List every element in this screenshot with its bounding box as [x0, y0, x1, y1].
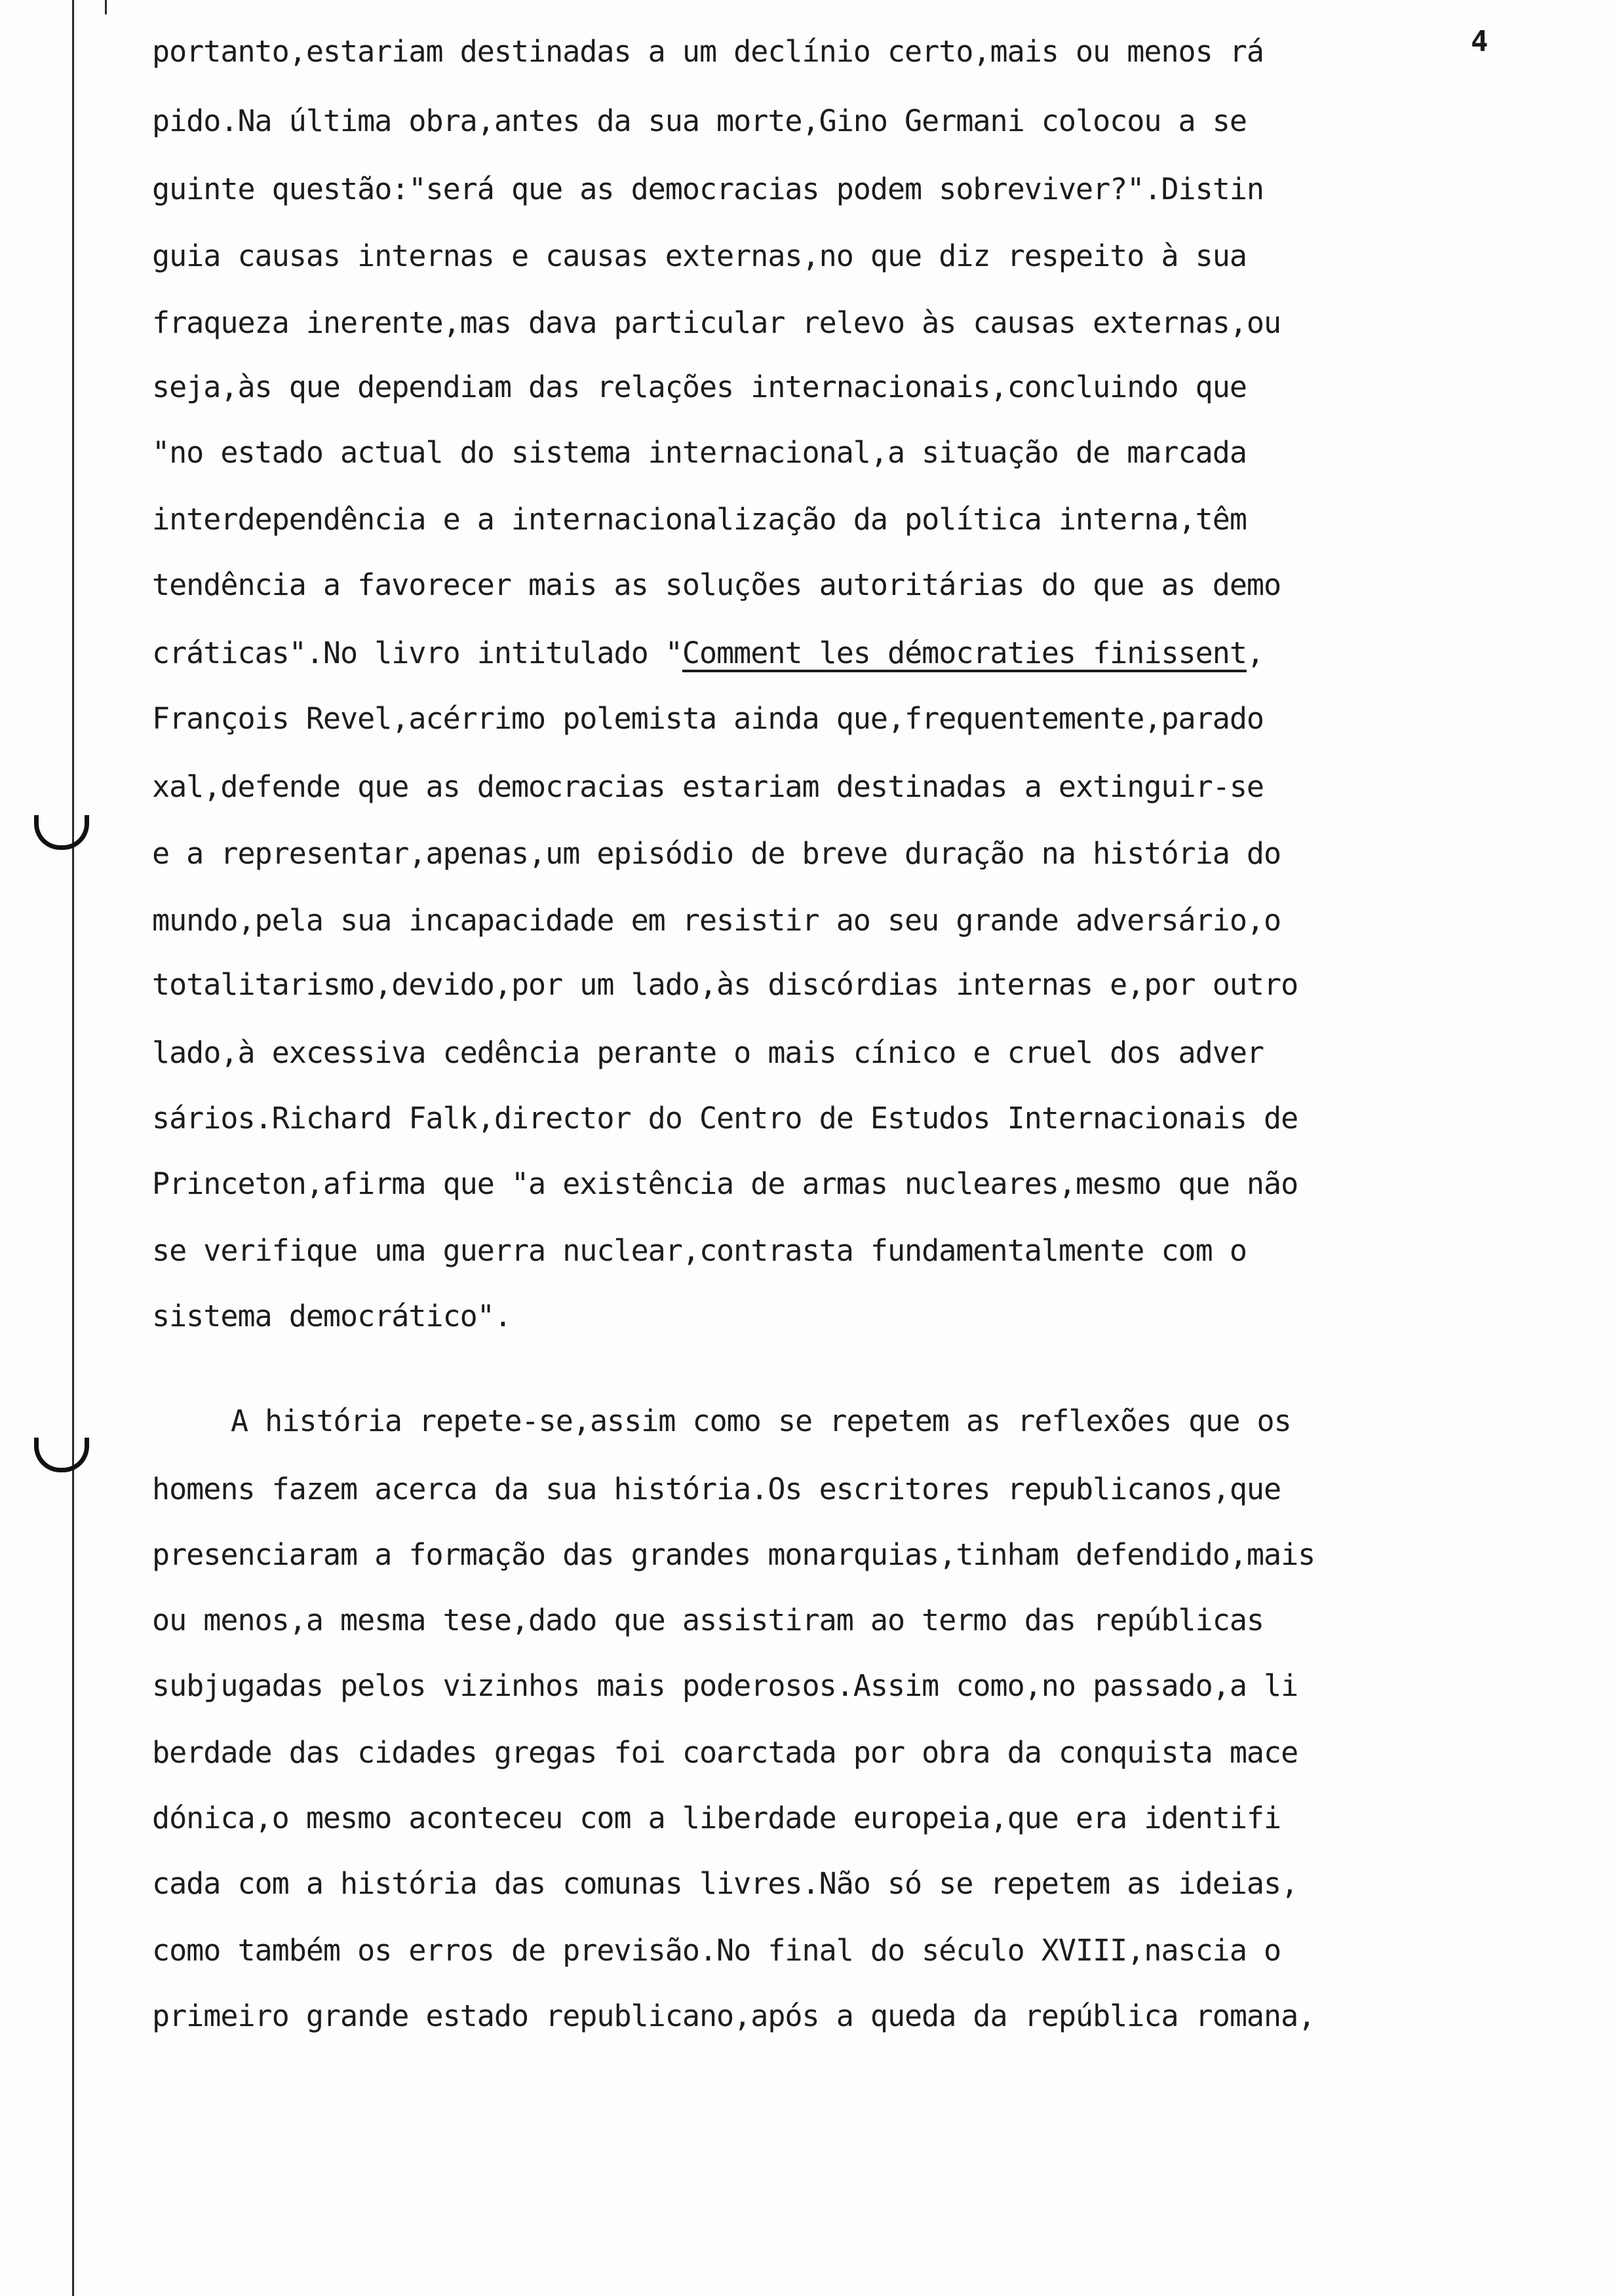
- text-line: François Revel,acérrimo polemista ainda que,frequentemente,parado: [152, 701, 1264, 736]
- text-line: [152, 638, 1264, 668]
- text-line: ou menos,a mesma tese,dado que assistiram ao termo das repúblicas: [152, 1603, 1264, 1637]
- text-line: Princeton,afirma que "a existência de armas nucleares,mesmo que não: [152, 1166, 1298, 1201]
- text-line: sistema democrático".: [152, 1299, 511, 1333]
- page-number: 4: [1471, 25, 1489, 58]
- text-line: se verifique uma guerra nuclear,contrasta fundamentalmente com o: [152, 1233, 1247, 1268]
- margin-rule: [72, 0, 74, 2296]
- text-line: guia causas internas e causas externas,no que diz respeito à sua: [152, 239, 1247, 273]
- text-segment: ,: [1246, 636, 1264, 670]
- text-line: e a representar,apenas,um episódio de breve duração na história do: [152, 836, 1281, 871]
- text-line: lado,à excessiva cedência perante o mais cínico e cruel dos adver: [152, 1035, 1264, 1070]
- text-line: primeiro grande estado republicano,após a queda da república romana,: [152, 1999, 1315, 2033]
- text-line: tendência a favorecer mais as soluções autoritárias do que as demo: [152, 567, 1281, 602]
- text-line: sários.Richard Falk,director do Centro de Estudos Internacionais de: [152, 1101, 1298, 1136]
- text-line: cada com a história das comunas livres.Não só se repetem as ideias,: [152, 1866, 1298, 1901]
- binding-hole-mark: [34, 1438, 89, 1472]
- margin-tick: [105, 0, 107, 14]
- text-line: interdependência e a internacionalização da política interna,têm: [152, 502, 1247, 537]
- text-line: guinte questão:"será que as democracias podem sobreviver?".Distin: [152, 172, 1264, 206]
- text-line: totalitarismo,devido,por um lado,às discórdias internas e,por outro: [152, 967, 1298, 1002]
- text-line: berdade das cidades gregas foi coarctada por obra da conquista mace: [152, 1735, 1298, 1770]
- text-line: A história repete-se,assim como se repetem as reflexões que os: [231, 1404, 1291, 1438]
- text-line: como também os erros de previsão.No final do século XVIII,nascia o: [152, 1933, 1281, 1968]
- text-line: pido.Na última obra,antes da sua morte,Gino Germani colocou a se: [152, 104, 1247, 138]
- text-line: xal,defende que as democracias estariam destinadas a extinguir-se: [152, 769, 1264, 804]
- text-line: seja,às que dependiam das relações internacionais,concluindo que: [152, 370, 1247, 404]
- text-line: subjugadas pelos vizinhos mais poderosos.Assim como,no passado,a li: [152, 1668, 1298, 1703]
- text-line: fraqueza inerente,mas dava particular relevo às causas externas,ou: [152, 305, 1281, 340]
- text-line: dónica,o mesmo aconteceu com a liberdade europeia,que era identifi: [152, 1801, 1281, 1835]
- text-line: homens fazem acerca da sua história.Os escritores republicanos,que: [152, 1472, 1281, 1506]
- book-title: Comment les démocraties finissent: [682, 636, 1247, 670]
- text-line: presenciaram a formação das grandes monarquias,tinham defendido,mais: [152, 1537, 1315, 1572]
- binding-hole-mark: [34, 815, 89, 850]
- text-line: mundo,pela sua incapacidade em resistir ao seu grande adversário,o: [152, 903, 1281, 938]
- text-segment: cráticas".No livro intitulado ": [152, 636, 682, 670]
- text-line: portanto,estariam destinadas a um declínio certo,mais ou menos rá: [152, 34, 1264, 69]
- text-line: "no estado actual do sistema internacional,a situação de marcada: [152, 435, 1247, 470]
